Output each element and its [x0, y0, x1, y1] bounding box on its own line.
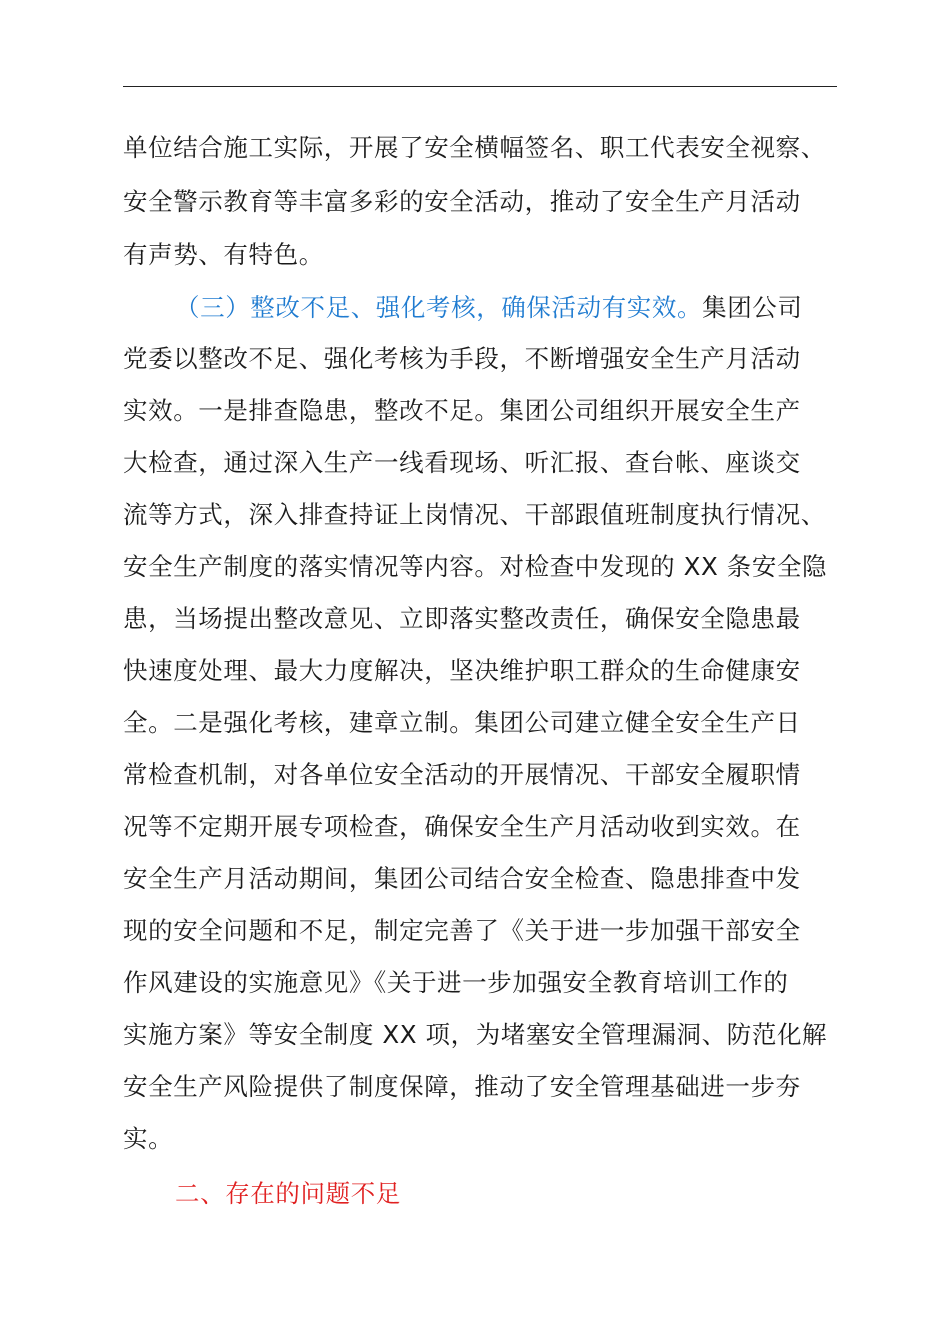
text-line: 实施方案》等安全制度 XX 项，为堵塞安全管理漏洞、防范化解 — [123, 1020, 828, 1049]
subheading-line — [175, 291, 803, 325]
text-line: 安全警示教育等丰富多彩的安全活动，推动了安全生产月活动 — [123, 187, 801, 216]
text-line: 常检查机制，对各单位安全活动的开展情况、干部安全履职情 — [123, 760, 801, 789]
header-rule — [123, 86, 837, 87]
text-line: 实效。一是排查隐患，整改不足。集团公司组织开展安全生产 — [123, 396, 801, 425]
text-line: 有声势、有特色。 — [123, 240, 324, 269]
text-line: 单位结合施工实际，开展了安全横幅签名、职工代表安全视察、 — [123, 133, 826, 162]
text-line: 实。 — [123, 1124, 174, 1153]
text-line: 党委以整改不足、强化考核为手段，不断增强安全生产月活动 — [123, 344, 801, 373]
text-line: 患，当场提出整改意见、立即落实整改责任，确保安全隐患最 — [123, 604, 801, 633]
text-line: 作风建设的实施意见》《关于进一步加强安全教育培训工作的 — [123, 968, 789, 997]
text-line: 全。二是强化考核，建章立制。集团公司建立健全安全生产日 — [123, 708, 801, 737]
text-line: 安全生产制度的落实情况等内容。对检查中发现的 XX 条安全隐 — [123, 552, 828, 581]
text-line: 况等不定期开展专项检查，确保安全生产月活动收到实效。在 — [123, 812, 801, 841]
text-line: 现的安全问题和不足，制定完善了《关于进一步加强干部安全 — [123, 916, 801, 945]
section-heading: 二、存在的问题不足 — [175, 1179, 401, 1208]
text-line: 快速度处理、最大力度解决，坚决维护职工群众的生命健康安 — [123, 656, 801, 685]
text-line: 安全生产月活动期间，集团公司结合安全检查、隐患排查中发 — [123, 864, 801, 893]
subheading-trailing-text: 集团公司 — [702, 293, 803, 322]
subheading: （三）整改不足、强化考核，确保活动有实效。 — [175, 293, 703, 322]
text-line: 大检查，通过深入生产一线看现场、听汇报、查台帐、座谈交 — [123, 448, 801, 477]
text-line: 流等方式，深入排查持证上岗情况、干部跟值班制度执行情况、 — [123, 500, 826, 529]
text-line: 安全生产风险提供了制度保障，推动了安全管理基础进一步夯 — [123, 1072, 801, 1101]
